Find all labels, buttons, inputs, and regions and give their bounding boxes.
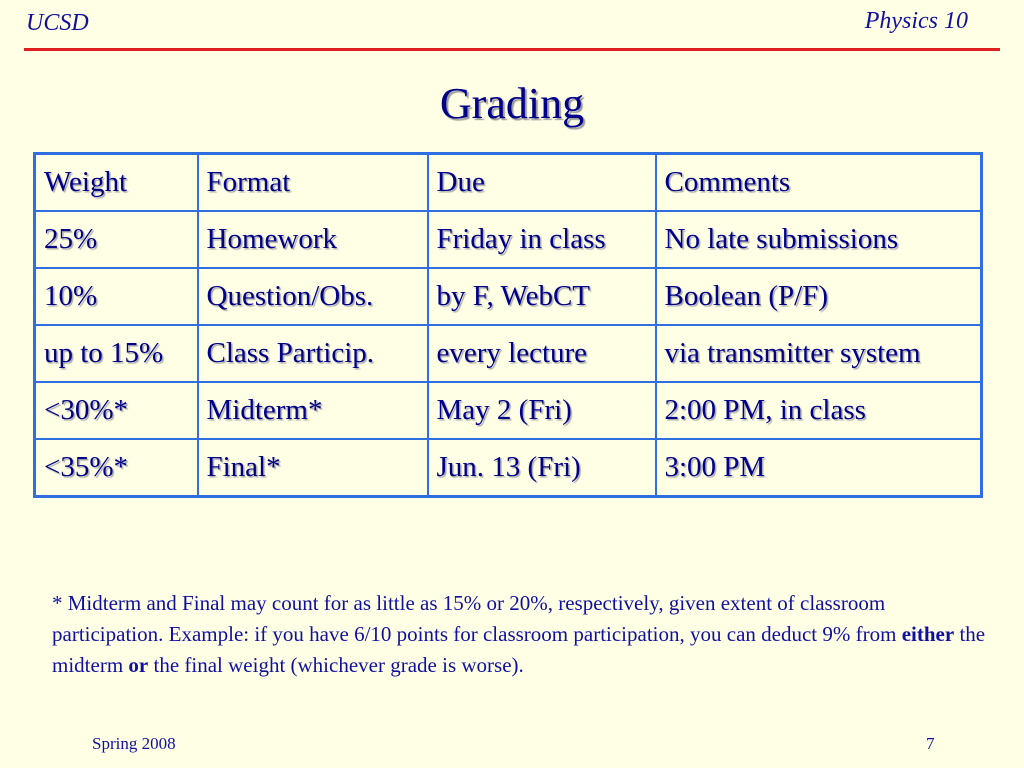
table-row [35, 268, 982, 325]
table-header-row [35, 154, 982, 212]
table-cell-weight: up to 15% [35, 325, 198, 382]
header-divider [24, 48, 1000, 51]
slide-title: Grading [439, 79, 585, 128]
table-cell-format: Homework [198, 211, 428, 268]
table-cell-format: Question/Obs. [198, 268, 428, 325]
footnote-text [52, 588, 992, 681]
table-cell-comments: Boolean (P/F) [656, 268, 982, 325]
table-cell-weight: <30%* [35, 382, 198, 439]
table-cell-comments: 3:00 PM [656, 439, 982, 497]
footnote-part-1: * Midterm and Final may count for as little as 15% or 20%, respectively, given extent of classroom participation. Example: if you have 6/10 points for classroom participation, you can deduct 9% from [52, 591, 902, 646]
header-cell-weight: Weight [35, 154, 198, 212]
table-row [35, 382, 982, 439]
table-cell-due: Friday in class [428, 211, 656, 268]
footnote-emphasis-either: either [901, 622, 955, 646]
header-cell-format: Format [198, 154, 428, 212]
header-course-title: Physics 10 [864, 8, 968, 34]
header-cell-comments: Comments [656, 154, 982, 212]
header-course-institution: UCSD [26, 10, 89, 36]
footnote-part-2: the midterm [52, 622, 986, 677]
grading-table [33, 152, 983, 498]
table-cell-due: May 2 (Fri) [428, 382, 656, 439]
footnote-part-3: the final weight (whichever grade is worse). [148, 653, 524, 677]
header-cell-due: Due [428, 154, 656, 212]
table-cell-weight: 10% [35, 268, 198, 325]
table-row [35, 211, 982, 268]
footnote-emphasis-or: or [128, 653, 149, 677]
table-cell-weight: <35%* [35, 439, 198, 497]
table-cell-due: every lecture [428, 325, 656, 382]
table-cell-format: Final* [198, 439, 428, 497]
footer-term: Spring 2008 [92, 734, 176, 753]
table-cell-comments: via transmitter system [656, 325, 982, 382]
table-cell-format: Midterm* [198, 382, 428, 439]
table-row [35, 439, 982, 497]
table-cell-format: Class Particip. [198, 325, 428, 382]
table-cell-comments: No late submissions [656, 211, 982, 268]
table-cell-comments: 2:00 PM, in class [656, 382, 982, 439]
table-cell-due: Jun. 13 (Fri) [428, 439, 656, 497]
footer-page-number: 7 [926, 734, 935, 753]
table-cell-weight: 25% [35, 211, 198, 268]
table-cell-due: by F, WebCT [428, 268, 656, 325]
table-row [35, 325, 982, 382]
